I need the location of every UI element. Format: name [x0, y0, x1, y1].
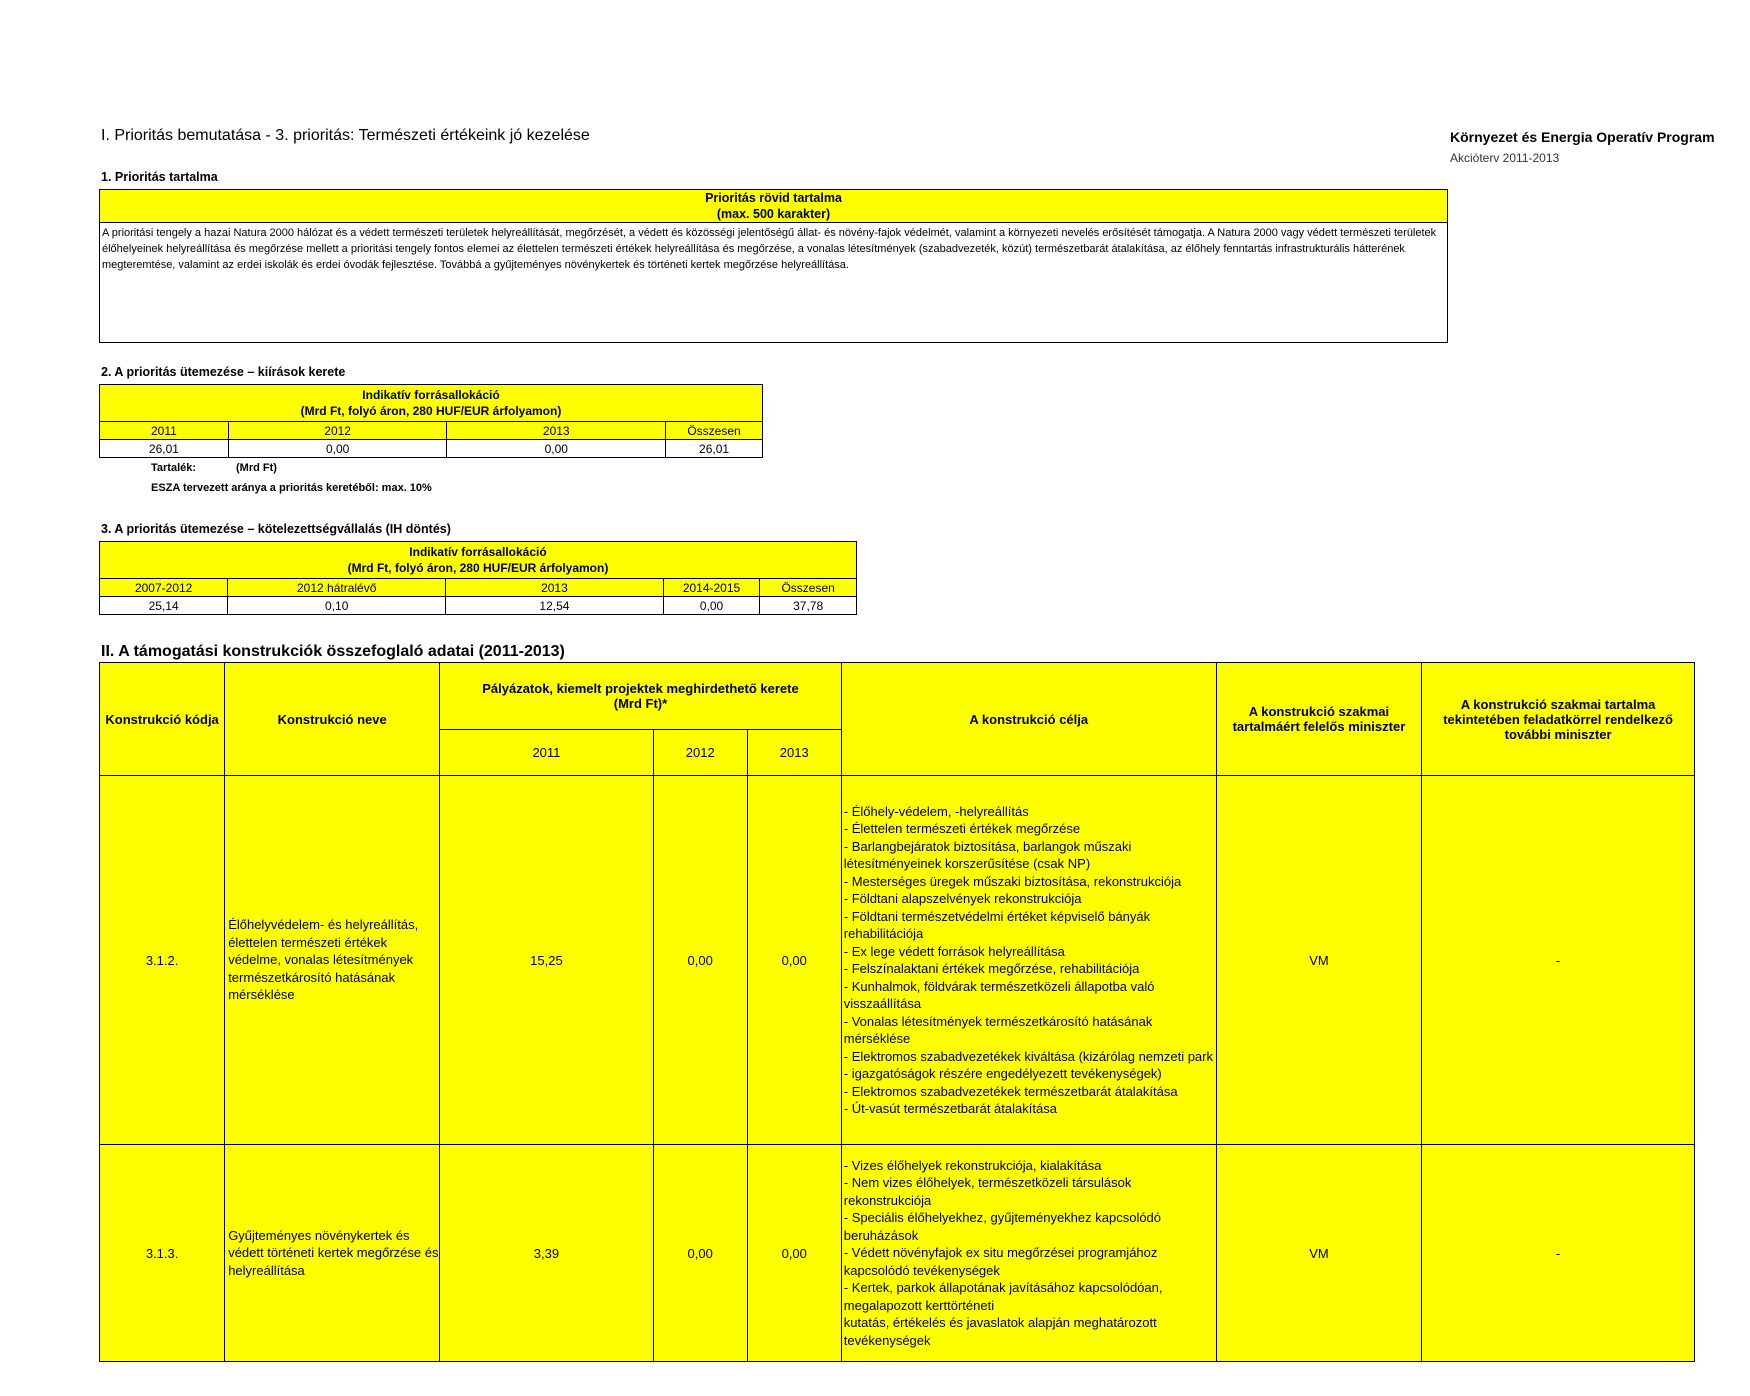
- table-cell: 0,00: [663, 597, 760, 615]
- aim-line: - Védett növényfajok ex situ megőrzései programjához kapcsolódó tevékenységek: [843, 1245, 1158, 1278]
- col-header: 2007-2012: [100, 579, 228, 597]
- aim-line: - Felszínalaktani értékek megőrzése, rehabilitációja: [843, 961, 1140, 976]
- reserve-label: Tartalék:: [151, 462, 197, 474]
- table-cell: 26,01: [100, 440, 229, 458]
- col-header: 2012: [228, 422, 447, 440]
- row-2013: 0,00: [747, 776, 841, 1145]
- row-aim: [841, 776, 1216, 1145]
- col-header: 2011: [100, 422, 229, 440]
- aim-line: - Nem vizes élőhelyek, természetközeli társulások rekonstrukciója: [843, 1175, 1132, 1208]
- page-title: I. Prioritás bemutatása - 3. prioritás: Természeti értékeink jó kezelése: [101, 127, 590, 144]
- col-header-name: Konstrukció neve: [225, 663, 440, 776]
- section3-title: 3. A prioritás ütemezése – kötelezettségvállalás (IH döntés): [101, 522, 451, 536]
- aim-line: - Út-vasút természetbarát átalakítása: [843, 1101, 1057, 1116]
- row-code: 3.1.2.: [100, 776, 225, 1145]
- table-cell: 25,14: [100, 597, 228, 615]
- col-header: Összesen: [760, 579, 857, 597]
- row-2011: 3,39: [440, 1145, 654, 1362]
- col-header: 2013: [447, 422, 666, 440]
- aim-line: - Mesterséges üregek műszaki biztosítása, rekonstrukciója: [843, 873, 1182, 889]
- aim-line: - Vonalas létesítmények természetkárosító hatásának mérséklése: [843, 1013, 1153, 1046]
- aim-line: - Élőhely-védelem, -helyreállítás: [843, 803, 1029, 819]
- row-name: Gyűjteményes növénykertek és védett történeti kertek megőrzése és helyreállítása: [225, 1145, 440, 1362]
- priority-content-text: A prioritási tengely a hazai Natura 2000 hálózat és a védett természeti területek helyreállítását, megőrzését, a védett és közösségi jelentőségű állat- és növény-fajok védelmét, valamint a környezeti nevelés erősítését támogatja. A Natura 2000 vagy védett természeti területek élőhelyeinek helyreállítása és megőrzése mellett a prioritási tengely fontos elemei az élettelen természeti értékek helyreállítása és megőrzése, a vonalas létesítmények (szabadvezeték, közút) természetbarát átalakítása, az élőhely fenntartás infrastrukturális hátterének megteremtése, valamint az erdei iskolák és erdei óvodák fejlesztése. Továbbá a gyűjteményes növénykertek és történeti kertek megőrzése helyreállítása.: [102, 227, 1437, 271]
- row-name: Élőhelyvédelem- és helyreállítás, élettelen természeti értékek védelme, vonalas létesítmények természetkárosító hatásának mérséklése: [225, 776, 440, 1145]
- table-cell: 0,00: [447, 440, 666, 458]
- aim-line: - Vizes élőhelyek rekonstrukciója, kialakítása: [843, 1157, 1102, 1173]
- aim-line: kutatás, értékelés és javaslatok alapján meghatározott tevékenységek: [843, 1315, 1157, 1348]
- col-header-2013: 2013: [747, 730, 841, 776]
- col-header-minister: A konstrukció szakmai tartalmáért felelős miniszter: [1216, 663, 1421, 776]
- allocation-head2: (Mrd Ft, folyó áron, 280 HUF/EUR árfolyamon): [300, 404, 562, 418]
- row-2012: 0,00: [653, 776, 747, 1145]
- aim-line: - Elektromos szabadvezetékek természetbarát átalakítása: [843, 1083, 1178, 1099]
- row-aim: [841, 1145, 1216, 1362]
- row-2013: 0,00: [747, 1145, 841, 1362]
- col-header: 2013: [446, 579, 664, 597]
- section-ii-title: II. A támogatási konstrukciók összefoglaló adatai (2011-2013): [101, 643, 565, 660]
- aim-line: - Speciális élőhelyekhez, gyűjteményekhez kapcsolódó beruházások: [843, 1210, 1162, 1243]
- reserve-unit: (Mrd Ft): [236, 462, 277, 474]
- table-cell: 37,78: [760, 597, 857, 615]
- aim-line: - Elektromos szabadvezetékek kiváltása (kizárólag nemzeti park: [843, 1048, 1213, 1064]
- aim-line: - Ex lege védett források helyreállítása: [843, 943, 1065, 959]
- aim-line: - Kunhalmok, földvárak természetközeli állapotba való visszaállítása: [843, 978, 1155, 1011]
- table-cell: 0,00: [228, 440, 447, 458]
- program-subtitle: Akcióterv 2011-2013: [1450, 151, 1560, 165]
- esza-note: ESZA tervezett aránya a prioritás keretéből: max. 10%: [151, 482, 432, 494]
- priority-content-header: [100, 190, 1447, 223]
- allocation-head1: Indikatív forrásallokáció: [409, 545, 547, 559]
- col-header: 2014-2015: [663, 579, 760, 597]
- priority-content-head1: Prioritás rövid tartalma: [705, 191, 842, 205]
- aim-line: - Földtani természetvédelmi értéket képviselő bányák rehabilitációja: [843, 908, 1151, 941]
- col-header-frame: Pályázatok, kiemelt projektek meghirdethető kerete (Mrd Ft)*: [440, 663, 842, 730]
- aim-line: - Barlangbejáratok biztosítása, barlangok műszaki létesítményeinek korszerűsítése (csak NP): [843, 838, 1132, 871]
- row-code: 3.1.3.: [100, 1145, 225, 1362]
- table-cell: 12,54: [446, 597, 664, 615]
- priority-content-head2: (max. 500 karakter): [716, 207, 831, 221]
- construction-table: [99, 662, 1695, 1362]
- col-header: Összesen: [666, 422, 763, 440]
- allocation-table-2: [99, 384, 763, 458]
- col-header: 2012 hátralévő: [228, 579, 446, 597]
- table-row: [100, 1145, 1695, 1362]
- allocation-header: [100, 542, 857, 579]
- row-2011: 15,25: [440, 776, 654, 1145]
- table-cell: 0,10: [228, 597, 446, 615]
- aim-line: - igazgatóságok részére engedélyezett tevékenységek): [843, 1066, 1162, 1081]
- allocation-table-3: [99, 541, 857, 615]
- col-header-2011: 2011: [440, 730, 654, 776]
- allocation-head2: (Mrd Ft, folyó áron, 280 HUF/EUR árfolyamon): [347, 561, 609, 575]
- col-header-other-minister: A konstrukció szakmai tartalma tekintetében feladatkörrel rendelkező további miniszter: [1422, 663, 1695, 776]
- row-other-minister: -: [1422, 1145, 1695, 1362]
- priority-content-box: [99, 189, 1448, 343]
- row-other-minister: -: [1422, 776, 1695, 1145]
- allocation-head1: Indikatív forrásallokáció: [362, 388, 500, 402]
- section2-title: 2. A prioritás ütemezése – kiírások kerete: [101, 365, 346, 379]
- section1-title: 1. Prioritás tartalma: [101, 170, 218, 184]
- row-minister: VM: [1216, 1145, 1421, 1362]
- allocation-header: [100, 385, 763, 422]
- aim-line: - Földtani alapszelvények rekonstrukciója: [843, 891, 1082, 906]
- table-cell: 26,01: [666, 440, 763, 458]
- aim-line: - Kertek, parkok állapotának javításához kapcsolódóan, megalapozott kerttörténeti: [843, 1280, 1163, 1313]
- col-header-aim: A konstrukció célja: [841, 663, 1216, 776]
- aim-line: - Élettelen természeti értékek megőrzése: [843, 821, 1081, 836]
- row-2012: 0,00: [653, 1145, 747, 1362]
- program-name: Környezet és Energia Operatív Program: [1450, 129, 1715, 145]
- col-header-code: Konstrukció kódja: [100, 663, 225, 776]
- col-header-2012: 2012: [653, 730, 747, 776]
- row-minister: VM: [1216, 776, 1421, 1145]
- table-row: [100, 776, 1695, 1145]
